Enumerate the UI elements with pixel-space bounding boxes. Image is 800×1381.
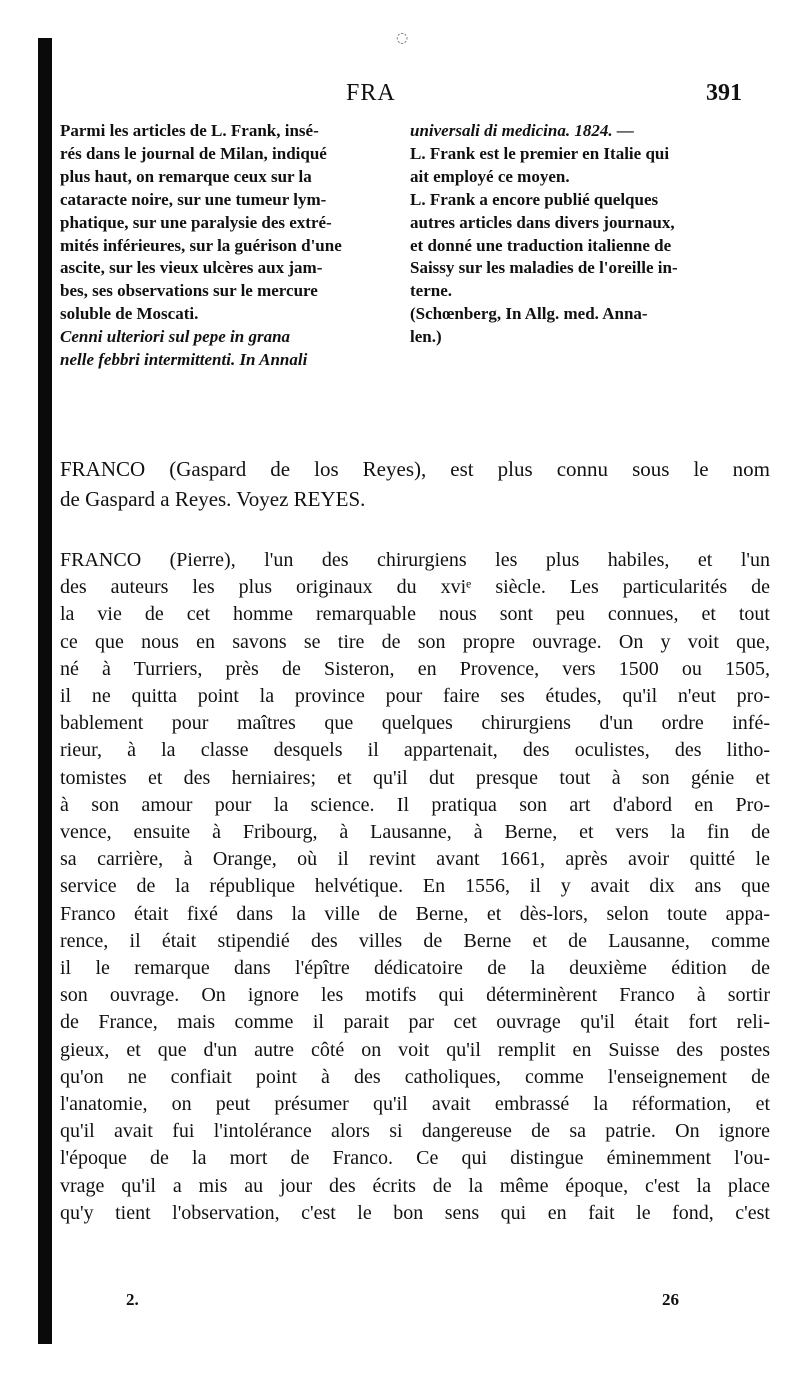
right-line: ait employé ce moyen. <box>410 166 570 186</box>
right-line: L. Frank est le premier en Italie qui <box>410 143 670 163</box>
entry-line: qu'on ne confiait point à des catholiques, comme l'enseignement de <box>60 1065 770 1088</box>
entry-line: service de la république helvétique. En 1556, il y avait dix ans que <box>60 875 770 898</box>
left-line: soluble de Moscati. <box>60 304 199 324</box>
entry-line: à son amour pour la science. Il pratiqua son art d'abord en Pro- <box>60 793 770 816</box>
entry-line: des auteurs les plus originaux du xviᵉ siècle. Les particularités de <box>60 576 770 599</box>
sheet-number: 26 <box>662 1290 679 1309</box>
right-line: et donné une traduction italienne de <box>410 235 672 255</box>
entry-line: rence, il était stipendié des villes de Berne et de Lausanne, comme <box>60 929 770 952</box>
entry-line: de France, mais comme il parait par cet ouvrage qu'il était fort reli- <box>60 1011 770 1034</box>
entry-line: la vie de cet homme remarquable nous sont peu connues, et tout <box>60 603 770 626</box>
left-column <box>60 120 392 372</box>
entry-line: né à Turriers, près de Sisteron, en Provence, vers 1500 ou 1505, <box>60 657 770 680</box>
entry-line: rieur, à la classe desquels il appartenait, des oculistes, des litho- <box>60 739 770 762</box>
signature-mark: 2. <box>126 1290 139 1309</box>
entry-line: de Gaspard a Reyes. Voyez REYES. <box>60 487 366 511</box>
right-line: universali di medicina. 1824. — <box>410 121 634 140</box>
page-number: 391 <box>706 80 742 106</box>
entry-line: il ne quitta point la province pour faire ses études, qu'il n'eut pro- <box>60 685 770 708</box>
entry-line: l'anatomie, on peut présumer qu'il avait embrassé la réformation, et <box>60 1093 770 1116</box>
entry-line: son ouvrage. On ignore les motifs qui déterminèrent Franco à sortir <box>60 984 770 1007</box>
right-line: (Schœnberg, In Allg. med. Anna- <box>410 304 648 324</box>
right-line: Saissy sur les maladies de l'oreille in- <box>410 258 678 278</box>
running-title: FRA <box>346 80 396 106</box>
left-line: phatique, sur une paralysie des extré- <box>60 212 332 232</box>
entry-line: bablement pour maîtres que quelques chirurgiens d'un ordre infé- <box>60 712 770 735</box>
right-line: len.) <box>410 327 442 347</box>
entry-line: sa carrière, à Orange, où il revint avant 1661, après avoir quitté le <box>60 848 770 871</box>
entry-line: gieux, et que d'un autre côté on voit qu'il remplit en Suisse des postes <box>60 1038 770 1061</box>
entry-line: vence, ensuite à Fribourg, à Lausanne, à Berne, et vers la fin de <box>60 821 770 844</box>
entry-line: il le remarque dans l'épître dédicatoire de la deuxième édition de <box>60 957 770 980</box>
page-mark: ◌ <box>396 30 409 46</box>
entry-franco-pierre <box>60 547 770 1227</box>
left-line: mités inférieures, sur la guérison d'une <box>60 235 342 255</box>
left-line: cataracte noire, sur une tumeur lym- <box>60 189 327 209</box>
left-line: Parmi les articles de L. Frank, insé- <box>60 121 319 140</box>
right-line: L. Frank a encore publié quelques <box>410 189 659 209</box>
entry-line: FRANCO (Gaspard de los Reyes), est plus connu sous le nom <box>60 457 770 481</box>
right-line: terne. <box>410 281 453 301</box>
entry-line: Franco était fixé dans la ville de Berne, et dès-lors, selon toute appa- <box>60 902 770 925</box>
binding-shadow <box>38 38 52 1344</box>
left-line: bes, ses observations sur le mercure <box>60 281 318 301</box>
left-line: ascite, sur les vieux ulcères aux jam- <box>60 258 323 278</box>
left-line: nelle febbri intermittenti. In Annali <box>60 350 308 370</box>
entry-line: qu'y tient l'observation, c'est le bon sens qui en fait le fond, c'est <box>60 1201 770 1224</box>
left-line: rés dans le journal de Milan, indiqué <box>60 143 327 163</box>
entry-line: tomistes et des herniaires; et qu'il dut presque tout à son génie et <box>60 766 770 789</box>
page-footer <box>60 1290 750 1314</box>
entry-line: ce que nous en savons se tire de son propre ouvrage. On y voit que, <box>60 630 770 653</box>
left-line: Cenni ulteriori sul pepe in grana <box>60 327 291 347</box>
entry-line: l'époque de la mort de Franco. Ce qui distingue éminemment l'ou- <box>60 1147 770 1170</box>
right-column <box>410 120 765 349</box>
entry-line: FRANCO (Pierre), l'un des chirurgiens les plus habiles, et l'un <box>60 549 770 571</box>
entry-line: qu'il avait fui l'intolérance alors si dangereuse de sa patrie. On ignore <box>60 1120 770 1143</box>
left-line: plus haut, on remarque ceux sur la <box>60 166 312 186</box>
entry-franco-gaspard <box>60 454 770 514</box>
right-line: autres articles dans divers journaux, <box>410 212 675 232</box>
running-head <box>60 80 750 114</box>
entry-line: vrage qu'il a mis au jour des écrits de la même époque, c'est la place <box>60 1174 770 1197</box>
